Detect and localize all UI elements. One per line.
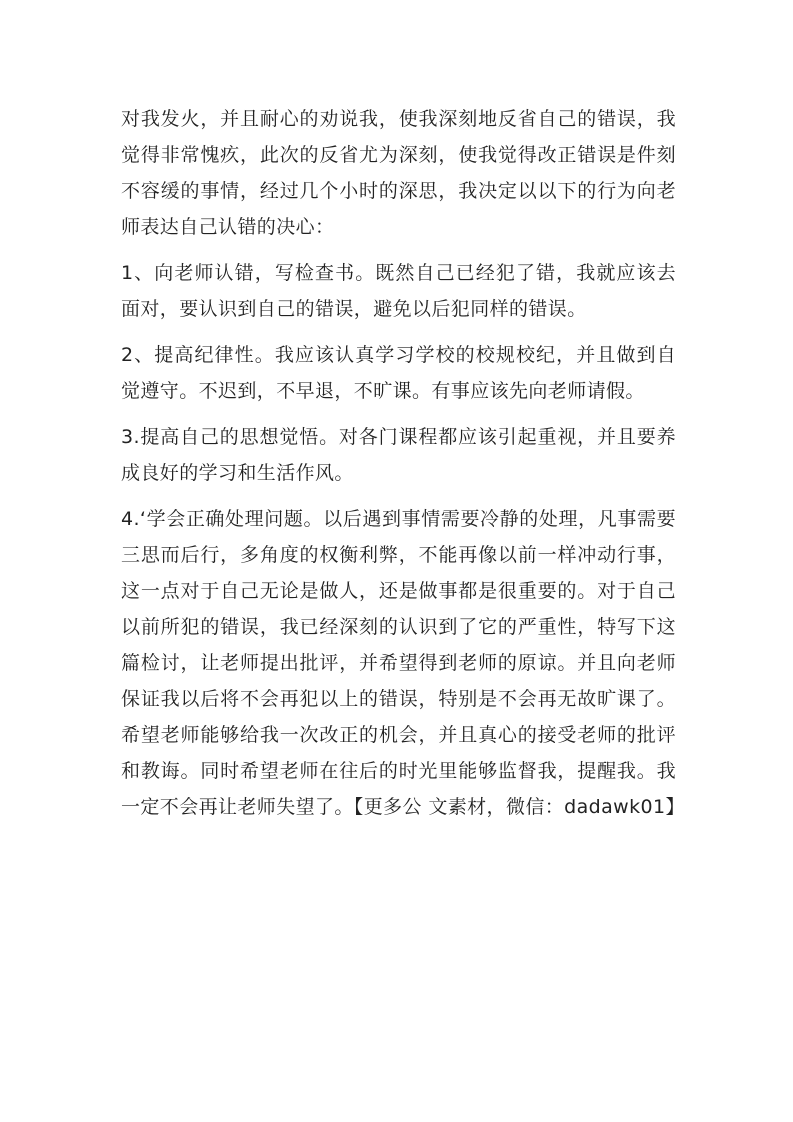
paragraph-item-4: 4.‘学会正确处理问题。以后遇到事情需要冷静的处理，凡事需要三思而后行，多角度的权衡利弊，不能再像以前一样冲动行事，这一点对于自己无论是做人，还是做事都是很重要的。对于自己以前所犯的错误，我已经深刻的认识到了它的严重性，特写下这篇检讨，让老师提出批评，并希望得到老师的原谅。并且向老师保证我以后将不会再犯以上的错误，特别是不会再无故旷课了。希望老师能够给我一次改正的机会，并且真心的接受老师的批评和教诲。同时希望老师在往后的时光里能够监督我，提醒我。我一定不会再让老师失望了。【更多公 文素材，微信：dadawk01】 <box>121 508 685 818</box>
paragraph-item-1: 1、向老师认错，写检查书。既然自己已经犯了错，我就应该去面对，要认识到自己的错误，避免以后犯同样的错误。 <box>121 262 676 320</box>
document-body <box>121 101 685 825</box>
paragraph-intro: 对我发火，并且耐心的劝说我，使我深刻地反省自己的错误，我觉得非常愧疚，此次的反省尤为深刻，使我觉得改正错误是件刻不容缓的事情，经过几个小时的深思，我决定以以下的行为向老师表达自己认错的决心： <box>121 108 676 238</box>
paragraph-item-2: 2、提高纪律性。我应该认真学习学校的校规校纪，并且做到自觉遵守。不迟到，不早退，不旷课。有事应该先向老师请假。 <box>121 344 676 402</box>
paragraph-item-3: 3.提高自己的思想觉悟。对各门课程都应该引起重视，并且要养成良好的学习和生活作风。 <box>121 426 676 484</box>
